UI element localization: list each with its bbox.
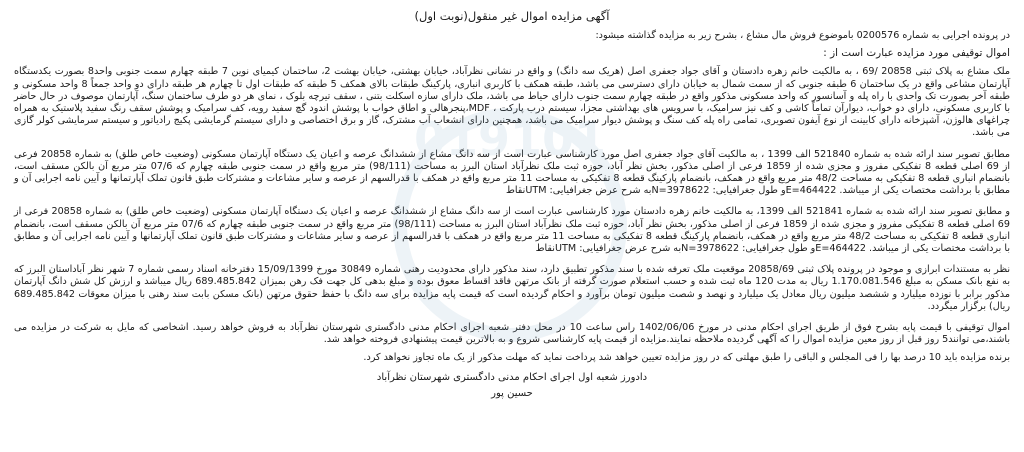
auction-schedule-paragraph: اموال توقیفی با قیمت پایه بشرح فوق از طریق اجرای احکام مدنی در مورخ 1402/06/06 راس ساعت 10 در محل دفتر شعبه اجرای احکام مدنی دادگستری شهرستان نظرآباد به فروش خواهد رسید. اشخاصی که مایل به شرکت در مزایده می باشند،می توانند5 روز قبل از روز معین مزایده اموال را که آگهی گردیده ملاحظه نمایند.مزایده از قیمت پایه کارشناسی شروع و به بالاترین قیمت پیشنهادی فروخته خواهد شد. xyxy=(14,322,1010,346)
notice-title: آگهی مزایده اموال غیر منقول(نوبت اول) xyxy=(414,9,610,23)
signature-name: حسین پور xyxy=(491,387,533,399)
deed-paragraph-one: مطابق تصویر سند ارائه شده به شماره 521840 الف 1399 ، به مالکیت آقای جواد جعفری اصل مورد کارشناسی عبارت است از سه دانگ مشاع از ششدانگ عرصه و اعیان یک دستگاه آپارتمان مسکونی (وضعیت خاص طلق) به شماره 20858 فرعی از 69 اصلی قطعه 8 تفکیکی مفروز و مجزی شده از 1859 فرعی از اصلی مذکور، بخش نظر آباد، حوزه ثبت ملک نظرآباد استان البرز به مساحت (98/111) متر مربع واقع در سمت جنوبی طبقه چهارم که 07/6 متر مربع آن بالکن مسقف است، بانضمام انباری قطعه 8 تفکیکی به مساحت 48/2 متر مربع واقع در همکف، بانضمام پارکینگ قطعه 8 تفکیکی به مساحت 11 متر مربع واقع در همکف با قدرالسهم از عرصه و سایر مشاعات و مشترکات طبق قانون تملک آپارتمانها و آیین نامه اجرایی آن و مطابق با برداشت مختصات یکی از میباشد. 464422=Eو طول جغرافیایی: 3978622=Nبه شرح عرض جغرافیایی: UTMنقاط xyxy=(14,148,1011,197)
subtitle-line: اموال توقیفی مورد مزایده عبارت است از : xyxy=(823,47,1010,60)
payment-terms-paragraph: برنده مزایده باید 10 درصد بها را فی المجلس و الباقی را طبق مهلتی که در روز مزایده تعیین خواهد شد پرداخت نماید که مهلت مذکور از یک ماه تجاوز نخواهد کرد. xyxy=(363,352,1010,364)
signature-office: دادورز شعبه اول اجرای احکام مدنی دادگستری شهرستان نظرآباد xyxy=(376,371,648,383)
property-description: ملک مشاع به پلاک ثبتی 20858 /69 ، به مالکیت خانم زهره دادستان و آقای جواد جعفری اصل (هریک سه دانگ) و واقع در نشانی نظرآباد، خیابان بهشتی، خیابان بهشت 2، ساختمان کیمیای نوین 7 طبقه چهارم سمت جنوبی واحد8 بصورت یکدستگاه آپارتمان مشاعی واقع در یک ساختمان 6 طبقه جنوبی که از سمت شمال به خیابان دارای دسترسی می باشد، طبقه همکف با کاربری انباری، پارکینگ طبقات بالای همکف 5 طبقه که طبقات اول تا چهارم هر طبقه دارای دو واحد جمعاً 8 واحد مسکونی و طبقه آخر بصورت تک واحدی با راه پله و آسانسور که واحد مسکونی مذکور واقع در طبقه چهارم سمت جنوب دارای حیاط می باشد، ملک دارای سازه اسکلت بتنی ، سقف تیرچه بلوک ، نمای هر دو طرف ساختمان سنگ، آپارتمان موصوف در حال حاضر با کاربری مسکونی، دارای دو خواب، دیوارآن تماماً کاشی و کف نیز سرامیک، با سرویس های بهداشتی مجزا، سیستم درب پارکت ، MDF،پنجرهالی و اطاق خواب با پوشش اندود گچ سفید رویه، کف سرامیک و پوشش سقف رنگ سفید پلاستیک به همراه چراغهای هالوژن، آشپزخانه دارای کابینت از نوع آیفون تصویری، تمامی راه پله کف سنگ و پوشش دیوار سرامیک می باشد، همچنین دارای انشعاب آب مشترک، گاز و برق اختصاصی و دارای سیستم گرمایشی پکیج رادیاتور و سیستم سرمایشی کولر گازی می باشد. xyxy=(14,66,1011,139)
intro-line: در پرونده اجرایی به شماره 0200576 باموضوع فروش مال مشاع ، بشرح زیر به مزایده گذاشته میشود: xyxy=(595,30,1010,41)
watermark-text: 019101 xyxy=(413,112,607,166)
mortgage-paragraph: نظر به مستندات ابرازی و موجود در پرونده پلاک ثبتی 20858/69 موقعیت ملک تعرفه شده با سند مذکور تطبیق دارد، سند مذکور دارای محدودیت رهنی شماره 30849 مورخ 15/09/1399 دفترخانه اسناد رسمی شماره 7 شهر نظر آباداستان البرز که به نفع بانک مسکن به مبلغ 1.170.081.546 ریال به مدت 120 ماه ثبت شده و حسب استعلام صورت گرفته از بانک مرتهن فاقد اقساط معوق بوده و مبلغ بدهی کل جهت فک رهن بمیزان 689.485.842 ریال میباشد و ارزش کل شش دانگ آپارتمان مذکور برابر با نوزده میلیارد و ششصد میلیون ریال معادل یک میلیارد و نهصد و شصت میلیون تومان برآورد و احکام گردیده است که قیمت پایه مزایده برای سه دانگ با حفظ حقوق مرتهن (بانک مسکن بابت سند رهنی با میزان معوقات 689.485.842 ریال) برگزار میگردد. xyxy=(14,264,1011,312)
deed-paragraph-two: و مطابق تصویر سند ارائه شده به شماره 521841 الف 1399، به مالکیت خانم زهره دادستان مورد کارشناسی عبارت است از سه دانگ مشاع از ششدانگ عرصه و اعیان یک دستگاه آپارتمان مسکونی (وضعیت خاص طلق) به شماره 20858 فرعی از 69 اصلی قطعه 8 تفکیکی مفروز و مجزی شده از 1859 فرعی از اصلی مذکور، بخش نظر آباد، حوزه ثبت ملک نظرآباد استان البرز به مساحت (98/111) متر مربع واقع در سمت جنوبی طبقه چهارم که 07/6 متر مربع آن بالکن مسقف است، بانضمام انباری قطعه 8 تفکیکی به مساحت 48/2 متر مربع واقع در همکف، بانضمام پارکینگ قطعه 8 تفکیکی به مساحت 11 متر مربع واقع در همکف با قدرالسهم از عرصه و سایر مشاعات و مشترکات طبق قانون تملک آپارتمانها و آیین نامه اجرایی آن و مطابق با برداشت مختصات یکی از میباشد. 464422=Eو طول جغرافیایی: 3978622=Nبه شرح عرض جغرافیایی: UTMنقاط xyxy=(14,206,1011,255)
